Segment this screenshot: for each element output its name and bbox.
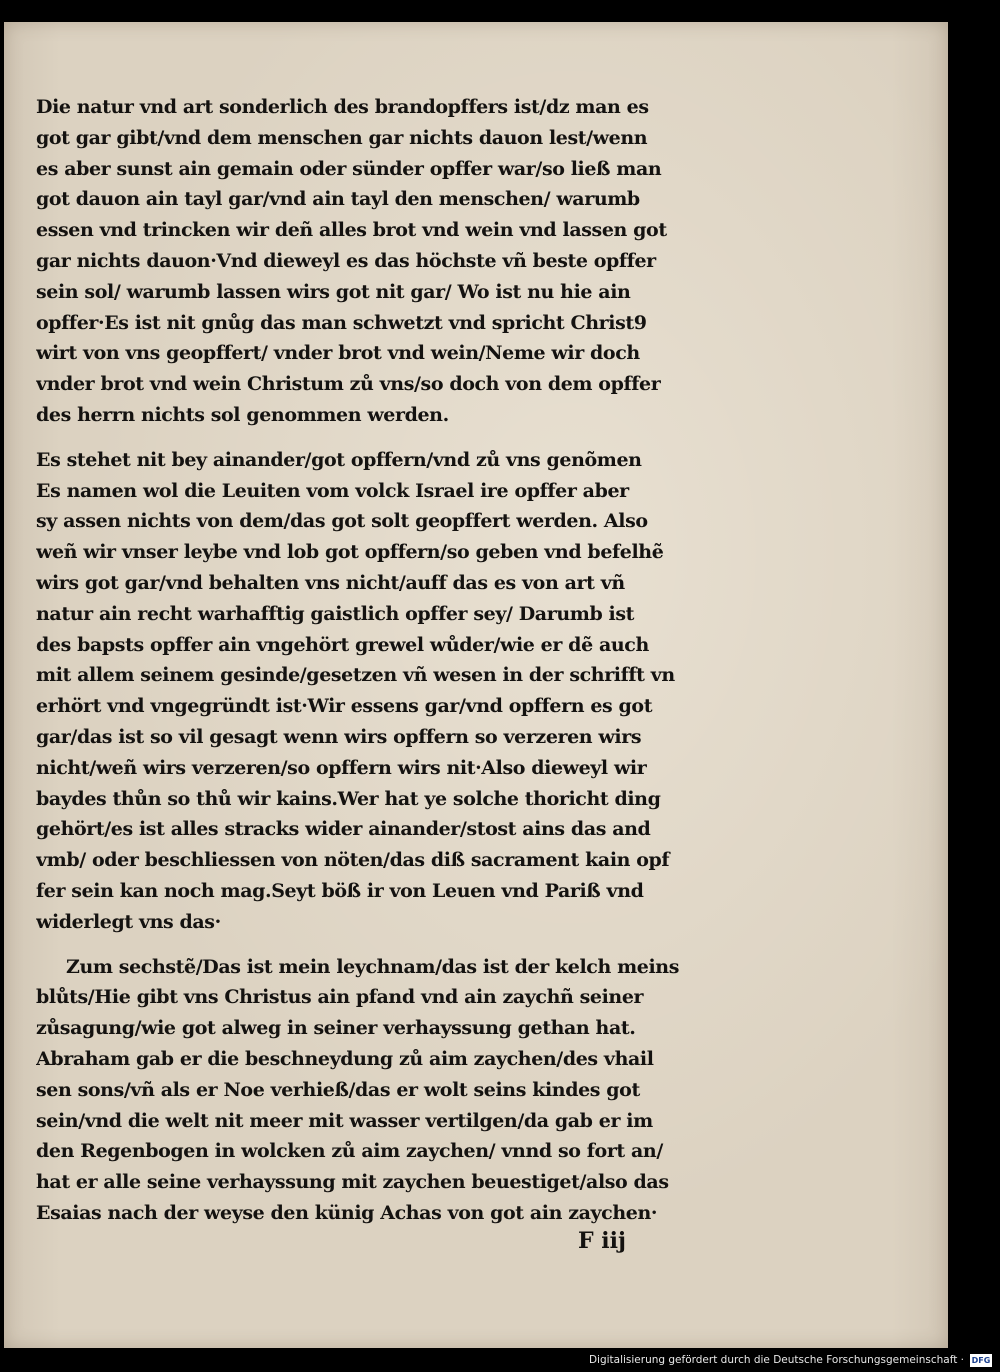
footer-bar [589,1350,992,1370]
text-line: Zum sechstẽ/Das ist mein leychnam/das ist der kelch meins [66,955,680,978]
text-line: essen vnd trincken wir deñ alles brot vnd wein vnd lassen got [36,219,667,242]
text-line: widerlegt vns das· [36,910,221,933]
text-line: gar/das ist so vil gesagt wenn wirs opffern so verzeren wirs [36,725,642,748]
text-line: sein/vnd die welt nit meer mit wasser vertilgen/da gab er im [36,1109,653,1132]
text-line: baydes thůn so thů wir kains.Wer hat ye solche thoricht ding [36,787,661,810]
funding-credit-text: Digitalisierung gefördert durch die Deutsche Forschungsgemeinschaft · [588,1354,964,1366]
text-line: got gar gibt/vnd dem menschen gar nichts dauon lest/wenn [36,126,648,149]
text-line: blůts/Hie gibt vns Christus ain pfand vnd ain zaychñ seiner [36,986,644,1009]
scanned-page [4,22,948,1348]
dfg-logo-icon: DFG [971,1355,991,1365]
text-line: natur ain recht warhafftig gaistlich opffer sey/ Darumb ist [36,602,635,625]
printer-signature-mark: F iij [578,1228,626,1254]
text-line: weñ wir vnser leybe vnd lob got opffern/so geben vnd befelhẽ [36,541,664,564]
text-line: sen sons/vñ als er Noe verhieß/das er wolt seins kindes got [36,1078,640,1101]
text-line: Es stehet nit bey ainander/got opffern/vnd zů vns genõmen [36,448,642,471]
text-line: erhört vnd vngegründt ist·Wir essens gar/vnd opffern es got [36,695,653,718]
text-line: wirs got gar/vnd behalten vns nicht/auff das es von art vñ [36,571,625,594]
text-line: nicht/weñ wirs verzeren/so opffern wirs nit·Also dieweyl wir [36,756,647,779]
text-line: got dauon ain tayl gar/vnd ain tayl den menschen/ warumb [36,188,640,211]
text-line: des bapsts opffer ain vngehört grewel wůder/wie er dẽ auch [36,633,649,656]
text-line: sein sol/ warumb lassen wirs got nit gar/ Wo ist nu hie ain [36,280,631,303]
text-line: Esaias nach der weyse den künig Achas von got ain zaychen· [36,1201,658,1224]
text-line: sy assen nichts von dem/das got solt geopffert werden. Also [36,510,648,533]
text-line: hat er alle seine verhayssung mit zaychen beuestiget/also das [36,1171,669,1194]
text-line: den Regenbogen in wolcken zů aim zaychen/ vnnd so fort an/ [36,1140,663,1163]
text-line: es aber sunst ain gemain oder sünder opffer war/so ließ man [36,157,662,180]
text-line: mit allem seinem gesinde/gesetzen vñ wesen in der schrifft vn [36,664,675,687]
text-line: des herrn nichts sol genommen werden. [36,403,449,426]
text-line: wirt von vns geopffert/ vnder brot vnd wein/Neme wir doch [36,342,640,365]
text-line: Die natur vnd art sonderlich des brandopffers ist/dz man es [36,96,649,118]
page-text-block [36,92,736,1229]
text-line: opffer·Es ist nit gnůg das man schwetzt vnd spricht Christ9 [36,311,647,334]
text-line: Abraham gab er die beschneydung zů aim zaychen/des vhail [36,1047,654,1070]
text-line: Es namen wol die Leuiten vom volck Israel ire opffer aber [36,479,629,502]
text-line: vmb/ oder beschliessen von nöten/das diß sacrament kain opf [36,849,670,872]
text-line: zůsagung/wie got alweg in seiner verhayssung gethan hat. [36,1017,636,1040]
text-line: gehört/es ist alles stracks wider ainander/stost ains das and [36,818,651,841]
text-line: gar nichts dauon·Vnd dieweyl es das höchste vñ beste opffer [36,249,656,272]
text-line: vnder brot vnd wein Christum zů vns/so doch von dem opffer [36,373,661,396]
text-line: fer sein kan noch mag.Seyt böß ir von Leuen vnd Pariß vnd [36,879,644,902]
